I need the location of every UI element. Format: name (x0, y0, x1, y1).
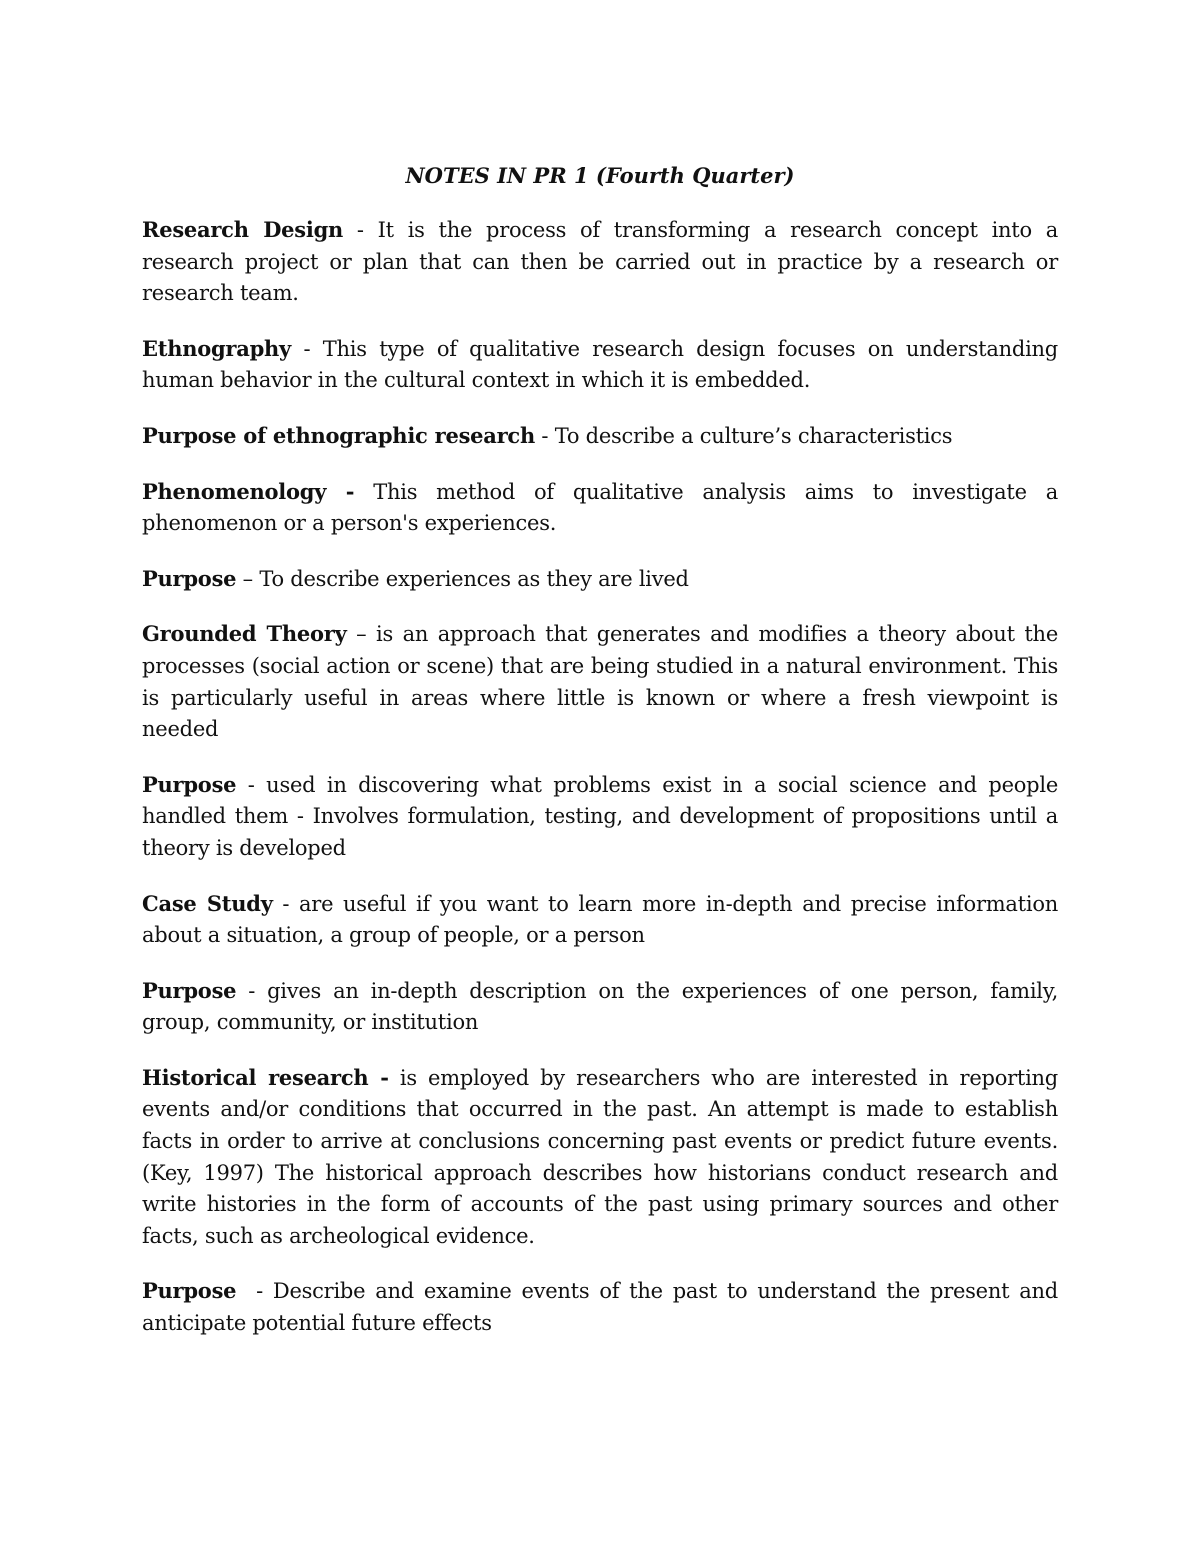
entry-term: Purpose (142, 565, 237, 591)
entry-separator: - (236, 1279, 273, 1304)
entry-definition: used in discovering what problems exist in a social science and people handled them - Involves formulation, testing, and development of propositions until a theory is developed (142, 772, 1059, 860)
entry-separator: - (272, 891, 300, 916)
entry-purpose-case-study (142, 975, 1058, 1039)
entry-definition: is employed by researchers who are interested in reporting events and/or conditions that occurred in the past. An attempt is made to establish facts in order to arrive at conclusions concerning past events or predict future events. (Key, 1997) The historical approach describes how historians conduct research and write histories in the form of accounts of the past using primary sources and other facts, such as archeological evidence. (142, 1065, 1058, 1248)
entry-term: Purpose of ethnographic research (142, 422, 535, 448)
entry-term: Purpose (142, 977, 237, 1003)
entry-definition: To describe a culture’s characteristics (554, 423, 953, 448)
entry-definition: Describe and examine events of the past to understand the present and anticipate potential future effects (142, 1279, 1058, 1336)
entry-separator (354, 480, 373, 504)
entry-separator: - (534, 423, 555, 448)
entry-separator: – (346, 622, 377, 647)
entry-term: Ethnography (142, 335, 292, 361)
entry-case-study (142, 888, 1058, 952)
entry-separator: – (236, 566, 260, 591)
entry-purpose-ethnographic (142, 420, 1058, 453)
entry-term: Purpose (142, 771, 237, 797)
entry-research-design (142, 214, 1058, 310)
entry-term: Research Design (142, 217, 344, 242)
entry-definition: This type of qualitative research design focuses on understanding human behavior in the cultural context in which it is embedded. (142, 336, 1058, 393)
entry-purpose-phenomenology (142, 563, 1058, 596)
entry-separator: - (236, 978, 268, 1003)
entry-purpose-grounded-theory (142, 769, 1058, 865)
entry-separator: - (291, 336, 323, 361)
entry-separator: - (236, 772, 267, 797)
entry-definition: To describe experiences as they are lived (259, 566, 689, 591)
entry-term: Purpose (142, 1278, 237, 1304)
entry-historical-research (142, 1062, 1058, 1253)
entry-definition: This method of qualitative analysis aims to investigate a phenomenon or a person's experiences. (142, 479, 1058, 536)
document-page (142, 160, 1058, 1363)
entry-definition: It is the process of transforming a research concept into a research project or plan that can then be carried out in practice by a research or research team. (142, 218, 1059, 306)
entry-separator: - (343, 218, 378, 242)
entry-definition: is an approach that generates and modifies a theory about the processes (social action or scene) that are being studied in a natural environment. This is particularly useful in areas where little is known or where a fresh viewpoint is needed (142, 622, 1059, 742)
entry-ethnography (142, 333, 1058, 397)
document-title: NOTES IN PR 1 (Fourth Quarter) (405, 163, 795, 188)
entry-definition: gives an in-depth description on the experiences of one person, family, group, community, or institution (142, 978, 1059, 1035)
entry-phenomenology (142, 476, 1058, 540)
entry-grounded-theory (142, 618, 1058, 745)
entry-definition: are useful if you want to learn more in-depth and precise information about a situation, a group of people, or a person (142, 891, 1058, 948)
entry-term: Case Study (142, 890, 273, 916)
entry-term: Phenomenology - (142, 478, 355, 504)
entry-term: Grounded Theory (142, 621, 347, 647)
entry-term: Historical research - (142, 1064, 389, 1090)
entry-separator (389, 1066, 400, 1090)
entry-purpose-historical (142, 1275, 1058, 1339)
